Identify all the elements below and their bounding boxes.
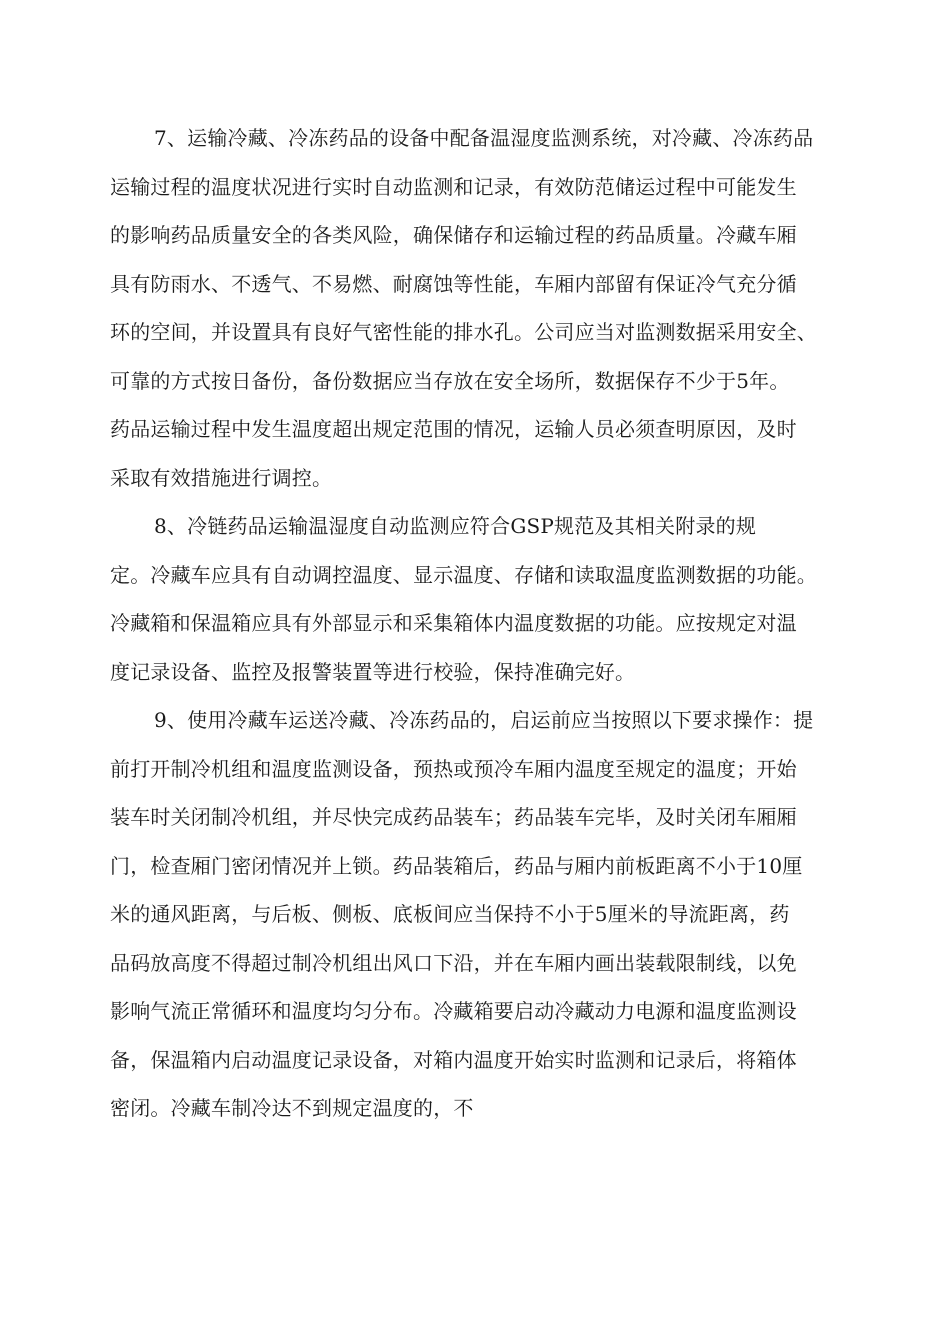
- paragraph-line: 7、运输冷藏、冷冻药品的设备中配备温湿度监测系统，对冷藏、冷冻药品: [154, 126, 814, 150]
- paragraph-line: 门，检查厢门密闭情况并上锁。药品装箱后，药品与厢内前板距离不小于10厘: [110, 853, 803, 878]
- paragraph-line: 冷藏箱和保温箱应具有外部显示和采集箱体内温度数据的功能。应按规定对温: [110, 611, 797, 635]
- paragraph-line: 定。冷藏车应具有自动调控温度、显示温度、存储和读取温度监测数据的功能。: [110, 562, 817, 587]
- paragraph-line: 9、使用冷藏车运送冷藏、冷冻药品的，启运前应当按照以下要求操作：提: [154, 708, 814, 732]
- paragraph-7: [110, 114, 850, 502]
- paragraph-line: 8、冷链药品运输温湿度自动监测应符合GSP规范及其相关附录的规: [154, 514, 757, 538]
- paragraph-line: 具有防雨水、不透气、不易燃、耐腐蚀等性能，车厢内部留有保证冷气充分循: [110, 271, 797, 296]
- paragraph-line: 密闭。冷藏车制冷达不到规定温度的，不: [110, 1096, 474, 1120]
- paragraph-line: 装车时关闭制冷机组，并尽快完成药品装车；药品装车完毕，及时关闭车厢厢: [110, 805, 797, 829]
- paragraph-line: 的影响药品质量安全的各类风险，确保储存和运输过程的药品质量。冷藏车厢: [110, 223, 797, 247]
- paragraph-line: 药品运输过程中发生温度超出规定范围的情况，运输人员必须查明原因，及时: [110, 417, 797, 441]
- paragraph-line: 前打开制冷机组和温度监测设备，预热或预冷车厢内温度至规定的温度；开始: [110, 756, 797, 781]
- paragraph-9: [110, 696, 850, 1133]
- document-body: [110, 114, 850, 1133]
- paragraph-line: 环的空间，并设置具有良好气密性能的排水孔。公司应当对监测数据采用安全、: [110, 320, 817, 344]
- paragraph-line: 品码放高度不得超过制冷机组出风口下沿，并在车厢内画出装载限制线，以免: [110, 950, 797, 975]
- paragraph-line: 度记录设备、监控及报警装置等进行校验，保持准确完好。: [110, 659, 636, 684]
- paragraph-8: [110, 502, 850, 696]
- paragraph-line: 影响气流正常循环和温度均匀分布。冷藏箱要启动冷藏动力电源和温度监测设: [110, 999, 797, 1023]
- paragraph-line: 米的通风距离，与后板、侧板、底板间应当保持不小于5厘米的导流距离，药: [110, 902, 790, 926]
- paragraph-line: 采取有效措施进行调控。: [110, 465, 333, 490]
- paragraph-line: 运输过程的温度状况进行实时自动监测和记录，有效防范储运过程中可能发生: [110, 174, 797, 199]
- paragraph-line: 可靠的方式按日备份，备份数据应当存放在安全场所，数据保存不少于5年。: [110, 368, 790, 393]
- paragraph-line: 备，保温箱内启动温度记录设备，对箱内温度开始实时监测和记录后，将箱体: [110, 1047, 797, 1072]
